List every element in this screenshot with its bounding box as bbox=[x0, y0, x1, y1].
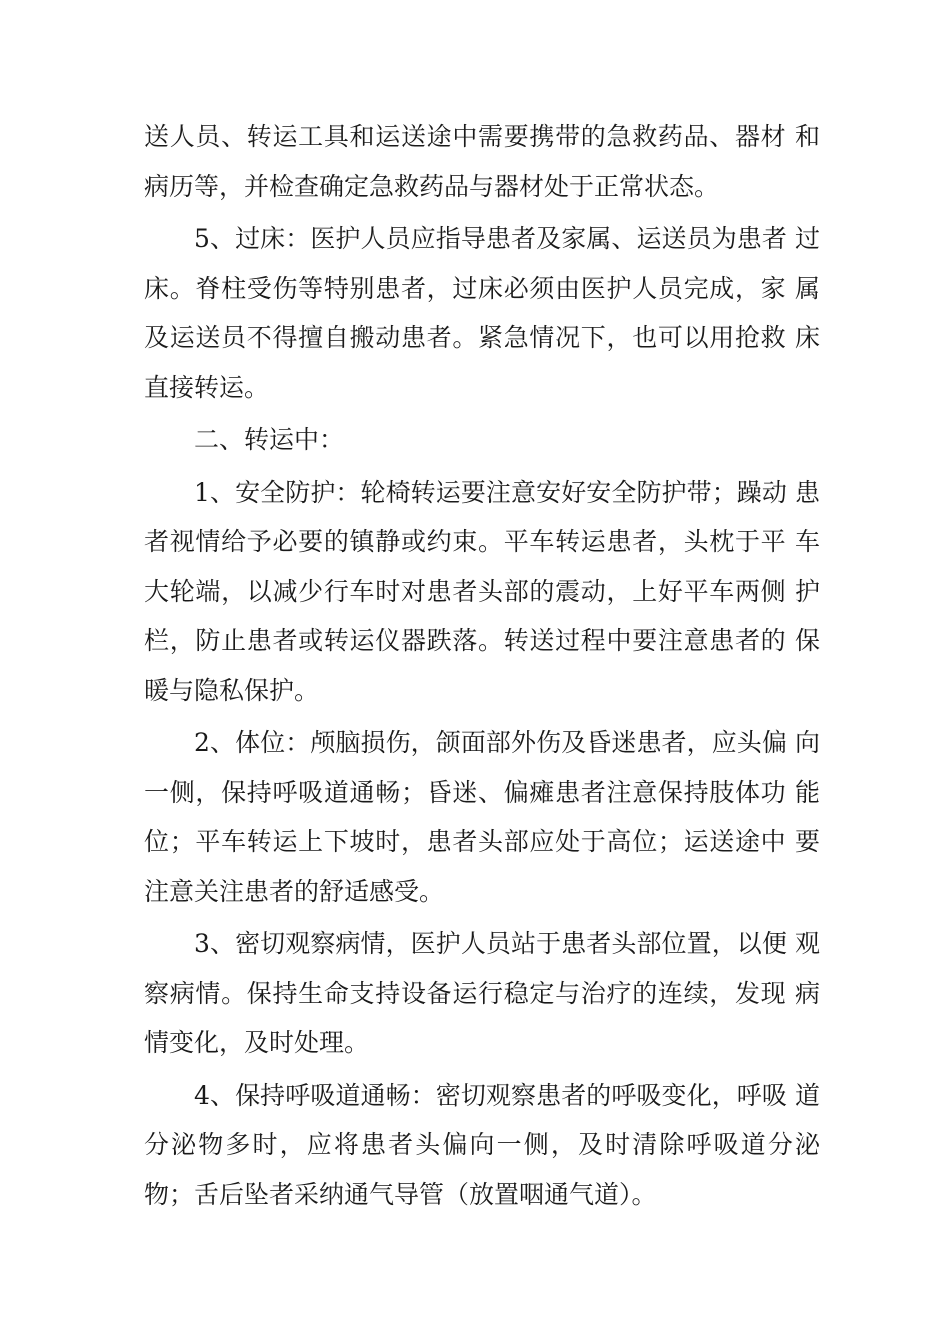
paragraph-item-3-observation: 3、密切观察病情，医护人员站于患者头部位置，以便 观察病情。保持生命支持设备运行稳定与治疗的连续，发现 病情变化，及时处理。 bbox=[144, 929, 820, 1057]
paragraph-continuation: 送人员、转运工具和运送途中需要携带的急救药品、器材 和病历等，并检查确定急救药品与器材处于正常状态。 bbox=[144, 122, 820, 201]
paragraph-item-5-transfer-bed: 5、过床：医护人员应指导患者及家属、运送员为患者 过床。脊柱受伤等特别患者，过床必须由医护人员完成，家 属及运送员不得擅自搬动患者。紧急情况下，也可以用抢救 床直接转运。 bbox=[144, 224, 820, 402]
document-body bbox=[144, 112, 820, 1222]
paragraph-item-4-airway: 4、保持呼吸道通畅：密切观察患者的呼吸变化，呼吸 道分泌物多时，应将患者头偏向一侧，及时清除呼吸道分泌 物；舌后坠者采纳通气导管（放置咽通气道）。 bbox=[144, 1080, 820, 1209]
section-heading-during-transfer: 二、转运中： bbox=[194, 425, 345, 454]
paragraph-item-2-position: 2、体位：颅脑损伤，颌面部外伤及昏迷患者，应头偏 向一侧，保持呼吸道通畅；昏迷、偏瘫患者注意保持肢体功 能位；平车转运上下坡时，患者头部应处于高位；运送途中 要注意关注患者的舒适感受。 bbox=[144, 728, 820, 906]
paragraph-item-1-safety: 1、安全防护：轮椅转运要注意安好安全防护带；躁动 患者视情给予必要的镇静或约束。平车转运患者，头枕于平 车大轮端，以减少行车时对患者头部的震动，上好平车两侧 护栏，防止患者或转运仪器跌落。转送过程中要注意患者的 保暖与隐私保护。 bbox=[144, 477, 820, 705]
